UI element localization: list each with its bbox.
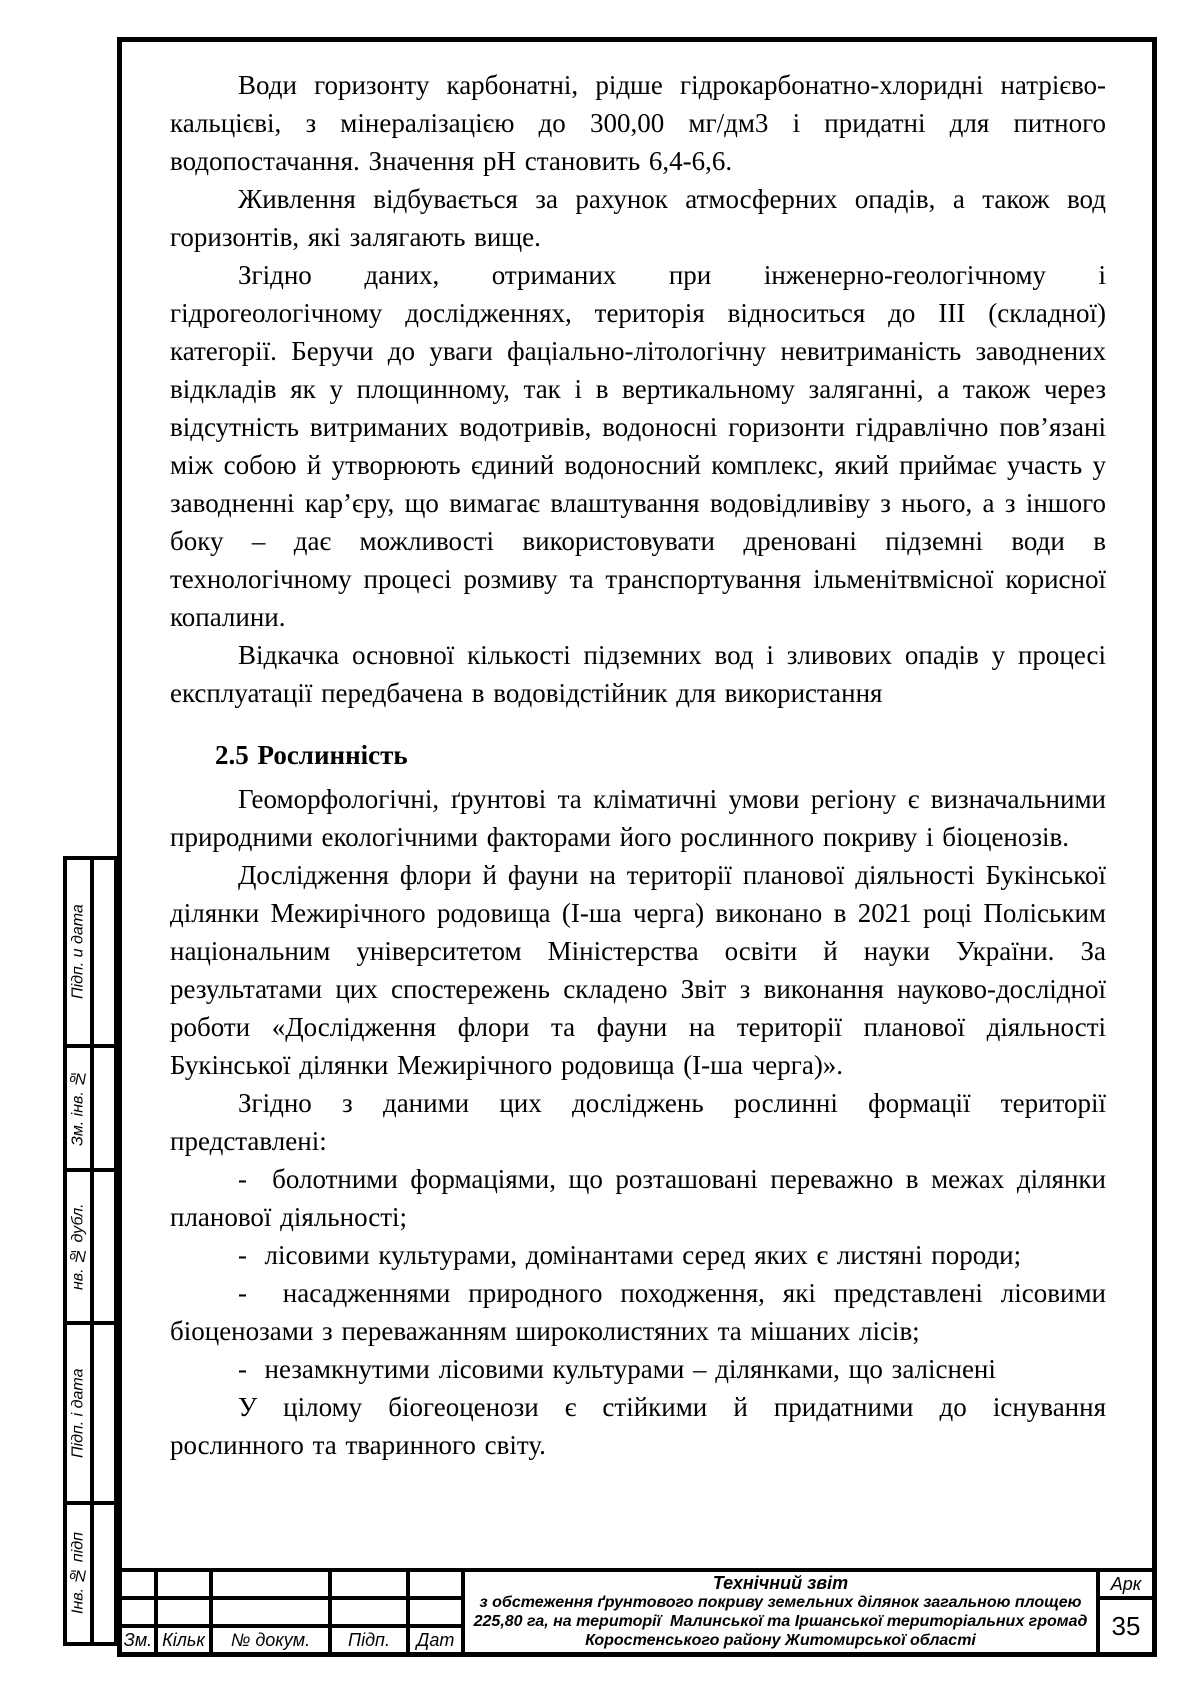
stamp-cell-label: Зм. інв. №: [69, 1069, 87, 1147]
document-title: Технічний звіт: [712, 1573, 849, 1593]
document-title-cell: [465, 1572, 1100, 1652]
text-block: 2.5 Рослинність: [215, 740, 408, 770]
document-subtitle-line: Коростенського району Житомирської області: [585, 1632, 976, 1649]
stamp-column: [63, 856, 118, 1646]
text-block: Живлення відбувається за рахунок атмосферних опадів, а також вод горизонтів, які залягають вище.: [170, 184, 1106, 252]
revision-row: [122, 1572, 465, 1600]
revision-cell: [410, 1572, 465, 1596]
stamp-cell-label: нв. № дубл.: [69, 1203, 87, 1290]
stamp-cell: [67, 1325, 114, 1505]
revision-cell: [213, 1572, 332, 1596]
stamp-cell: [67, 1505, 114, 1642]
title-block: [117, 1568, 1157, 1657]
sheet-cell: [1100, 1572, 1152, 1652]
stamp-cell: [67, 860, 114, 1048]
text-block: - лісовими культурами, домінантами серед яких є листяні породи;: [238, 1240, 1022, 1270]
revision-header-row: [122, 1628, 465, 1652]
sheet-number: 35: [1111, 1610, 1141, 1641]
revision-cell: [332, 1572, 410, 1596]
text-block: - незамкнутими лісовими культурами – ділянками, що заліснені: [238, 1354, 996, 1384]
revision-column-header: Зм.: [122, 1628, 158, 1652]
text-block: Згідно даних, отриманих при інженерно-геологічному і гідрогеологічному дослідженнях, територія відноситься до ІІІ (складної) категорії. Беручи до уваги фаціально-літологічну невитриманість заводнених відкладів як у площинному, так і в вертикальному заляганні, а також через відсутність витриманих водотривів, водоносні горизонти гідравлічно пов’язані між собою й утворюють єдиний водоносний комплекс, який приймає участь у заводненні кар’єру, що вимагає влаштування водовідливіву з нього, а з іншого боку – дає можливості використовувати дреновані підземні води в технологічному процесі розмиву та транспортування ільменітвмісної корисної копалини.: [170, 260, 1106, 632]
text-block: Геоморфологічні, ґрунтові та кліматичні умови регіону є визначальними природними екологічними факторами його рослинного покриву і біоценозів.: [170, 784, 1106, 852]
text-block: У цілому біогеоценози є стійкими й придатними до існування рослинного та тваринного світу.: [170, 1392, 1106, 1460]
text-block: - насадженнями природного походження, які представлені лісовими біоценозами з переважанням широколистяних та мішаних лісів;: [170, 1278, 1106, 1346]
text-block: - болотними формаціями, що розташовані переважно в межах ділянки планової діяльності;: [170, 1164, 1106, 1232]
revision-cell: [410, 1600, 465, 1624]
text-block: Відкачка основної кількості підземних вод і зливових опадів у процесі експлуатації передбачена в водовідстійник для використання: [170, 640, 1106, 708]
revision-column-header: Кільк: [158, 1628, 213, 1652]
revision-row: [122, 1600, 465, 1628]
stamp-cell-label: Підп. і дата: [69, 1368, 87, 1458]
revision-table: [122, 1572, 465, 1652]
revision-cell: [213, 1600, 332, 1624]
stamp-cell-label: Інв. № підп: [69, 1532, 87, 1615]
revision-column-header: № докум.: [213, 1628, 332, 1652]
document-text: [170, 66, 1106, 1464]
text-block: Води горизонту карбонатні, рідше гідрокарбонатно-хлоридні натрієво-кальцієві, з мінералізацією до 300,00 мг/дм3 і придатні для питного водопостачання. Значення рН становить 6,4-6,6.: [170, 70, 1106, 176]
document-subtitle-line: 225,80 га, на території Малинської та Іршанської територіальних громад: [473, 1613, 1088, 1630]
text-block: Згідно з даними цих досліджень рослинні формації території представлені:: [170, 1088, 1106, 1156]
revision-column-header: Дат: [410, 1628, 465, 1652]
revision-column-header: Підп.: [332, 1628, 410, 1652]
stamp-cell: [67, 1048, 114, 1172]
document-subtitle: [474, 1593, 1088, 1650]
text-block: Дослідження флори й фауни на території планової діяльності Букінської ділянки Межирічного родовища (І-ша черга) виконано в 2021 році Поліським національним університетом Міністерства освіти й науки України. За результатами цих спостережень складено Звіт з виконання науково-дослідної роботи «Дослідження флори та фауни на території планової діяльності Букінської ділянки Межирічного родовища (І-ша черга)».: [170, 860, 1106, 1080]
stamp-cell-label: Підп. и дата: [69, 904, 87, 1000]
revision-cell: [122, 1572, 158, 1596]
revision-cell: [332, 1600, 410, 1624]
revision-cell: [158, 1600, 213, 1624]
revision-cell: [122, 1600, 158, 1624]
sheet-label: Арк: [1100, 1572, 1152, 1600]
document-subtitle-line: з обстеження ґрунтового покриву земельних ділянок загальною площею: [479, 1594, 1082, 1611]
revision-cell: [158, 1572, 213, 1596]
stamp-cell: [67, 1172, 114, 1325]
